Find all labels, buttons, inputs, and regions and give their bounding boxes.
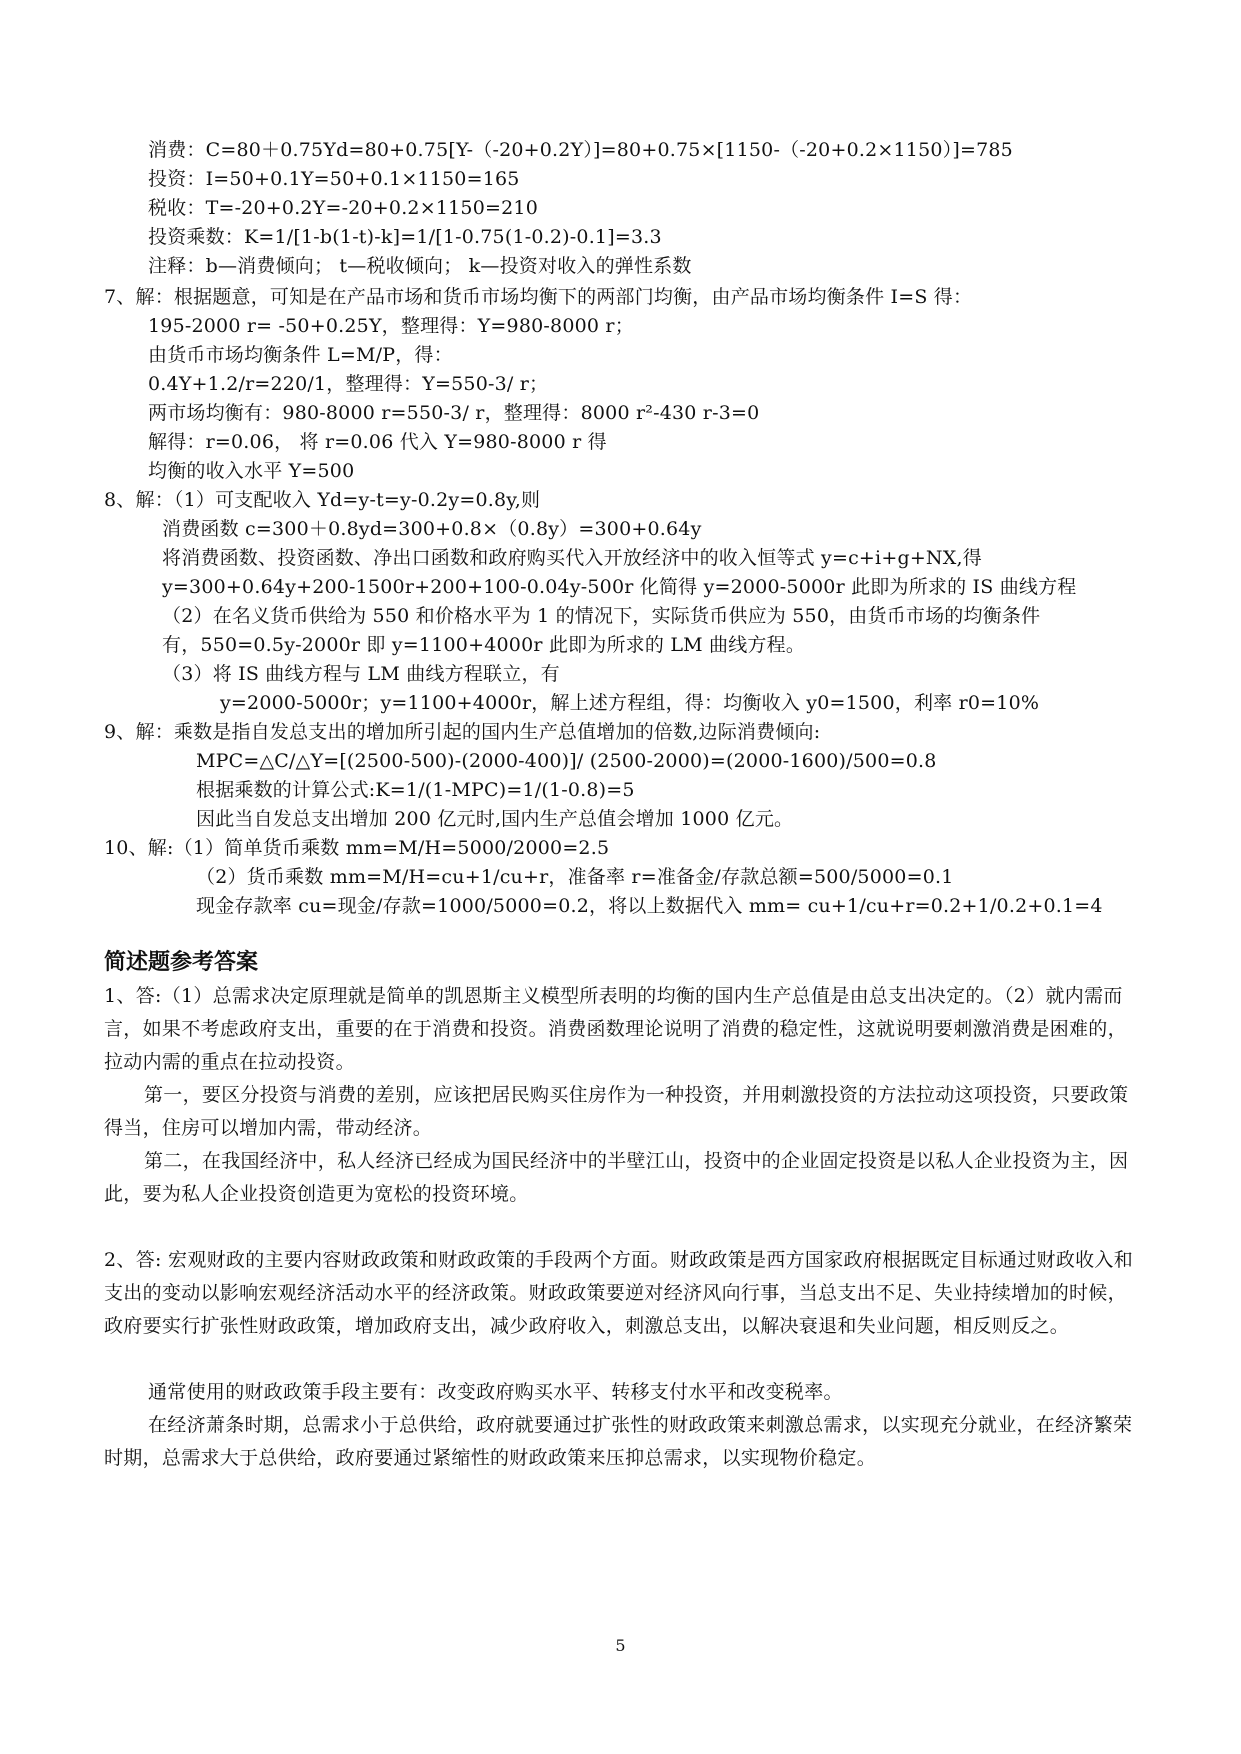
calc-line: 均衡的收入水平 Y=500: [148, 460, 355, 482]
calc-line: 因此当自发总支出增加 200 亿元时,国内生产总值会增加 1000 亿元。: [196, 808, 794, 830]
calc-line: （2）在名义货币供给为 550 和价格水平为 1 的情况下，实际货币供应为 550，由货币市场的均衡条件: [162, 605, 1041, 627]
calc-line: 税收：T=-20+0.2Y=-20+0.2×1150=210: [148, 197, 538, 219]
calc-line: 由货币市场均衡条件 L=M/P，得：: [148, 344, 453, 366]
calc-line: 消费：C=80＋0.75Yd=80+0.75[Y-（-20+0.2Y）]=80+0.75×[1150-（-20+0.2×1150）]=785: [148, 139, 1013, 161]
answer-1-point-1: 第一，要区分投资与消费的差别，应该把居民购买住房作为一种投资，并用刺激投资的方法拉动这项投资，只要政策得当，住房可以增加内需，带动经济。: [104, 1084, 1129, 1139]
calc-line: 根据乘数的计算公式:K=1/(1-MPC)=1/(1-0.8)=5: [196, 779, 635, 801]
question-10-heading: 10、解:（1）简单货币乘数 mm=M/H=5000/2000=2.5: [104, 837, 610, 859]
calc-line: （3）将 IS 曲线方程与 LM 曲线方程联立，有: [162, 663, 560, 685]
calc-line: 现金存款率 cu=现金/存款=1000/5000=0.2，将以上数据代入 mm= cu+1/cu+r=0.2+1/0.2+0.1=4: [196, 895, 1103, 917]
question-9-heading: 9、解：乘数是指自发总支出的增加所引起的国内生产总值增加的倍数,边际消费倾向:: [104, 721, 821, 743]
calc-line: 两市场均衡有：980-8000 r=550-3/ r，整理得：8000 r²-430 r-3=0: [148, 402, 760, 424]
calc-line: 投资：I=50+0.1Y=50+0.1×1150=165: [148, 168, 520, 190]
question-8-heading: 8、解：（1）可支配收入 Yd=y-t=y-0.2y=0.8y,则: [104, 489, 541, 511]
note-line: 注释：b—消费倾向； t—税收倾向； k—投资对收入的弹性系数: [148, 255, 692, 277]
answer-2-instruments: 通常使用的财政政策手段主要有：改变政府购买水平、转移支付水平和改变税率。: [148, 1381, 843, 1403]
question-7-heading: 7、解：根据题意，可知是在产品市场和货币市场均衡下的两部门均衡，由产品市场均衡条件 I=S 得：: [104, 286, 973, 308]
calc-line: y=300+0.64y+200-1500r+200+100-0.04y-500r 化简得 y=2000-5000r 此即为所求的 IS 曲线方程: [162, 576, 1077, 598]
page-number: 5: [615, 1636, 626, 1655]
answer-1-point-2: 第二，在我国经济中，私人经济已经成为国民经济中的半壁江山，投资中的企业固定投资是以私人企业投资为主，因此，要为私人企业投资创造更为宽松的投资环境。: [104, 1150, 1129, 1205]
calc-line: 解得：r=0.06， 将 r=0.06 代入 Y=980-8000 r 得: [148, 431, 607, 453]
calc-line: 投资乘数：K=1/[1-b(1-t)-k]=1/[1-0.75(1-0.2)-0.1]=3.3: [148, 226, 662, 248]
calc-line: y=2000-5000r；y=1100+4000r，解上述方程组，得：均衡收入 y0=1500，利率 r0=10%: [220, 692, 1040, 714]
section-heading: 简述题参考答案: [104, 950, 259, 975]
answer-1-paragraph: 1、答:（1）总需求决定原理就是简单的凯恩斯主义模型所表明的均衡的国内生产总值是由总支出决定的。（2）就内需而言，如果不考虑政府支出，重要的在于消费和投资。消费函数理论说明了消费的稳定性，这就说明要刺激消费是困难的，拉动内需的重点在拉动投资。: [104, 985, 1127, 1073]
calc-line: MPC=△C/△Y=[(2500-500)-(2000-400)]/ (2500-2000)=(2000-1600)/500=0.8: [196, 750, 937, 772]
calc-line: （2）货币乘数 mm=M/H=cu+1/cu+r，准备率 r=准备金/存款总额=500/5000=0.1: [196, 866, 954, 888]
answer-2-paragraph: 2、答: 宏观财政的主要内容财政政策和财政政策的手段两个方面。财政政策是西方国家政府根据既定目标通过财政收入和支出的变动以影响宏观经济活动水平的经济政策。财政政策要逆对经济风向行事，当总支出不足、失业持续增加的时候，政府要实行扩张性财政政策，增加政府支出，减少政府收入，刺激总支出，以解决衰退和失业问题，相反则反之。: [104, 1249, 1134, 1337]
calc-line: 195-2000 r= -50+0.25Y，整理得：Y=980-8000 r；: [148, 315, 634, 337]
calc-line: 将消费函数、投资函数、净出口函数和政府购买代入开放经济中的收入恒等式 y=c+i+g+NX,得: [162, 547, 982, 569]
answer-2-application: 在经济萧条时期，总需求小于总供给，政府就要通过扩张性的财政政策来刺激总需求，以实现充分就业，在经济繁荣时期，总需求大于总供给，政府要通过紧缩性的财政政策来压抑总需求，以实现物价稳定。: [104, 1414, 1133, 1469]
calc-line: 消费函数 c=300＋0.8yd=300+0.8×（0.8y）=300+0.64y: [162, 518, 702, 540]
calc-line: 0.4Y+1.2/r=220/1，整理得：Y=550-3/ r；: [148, 373, 549, 395]
calc-line: 有，550=0.5y-2000r 即 y=1100+4000r 此即为所求的 LM 曲线方程。: [162, 634, 806, 656]
